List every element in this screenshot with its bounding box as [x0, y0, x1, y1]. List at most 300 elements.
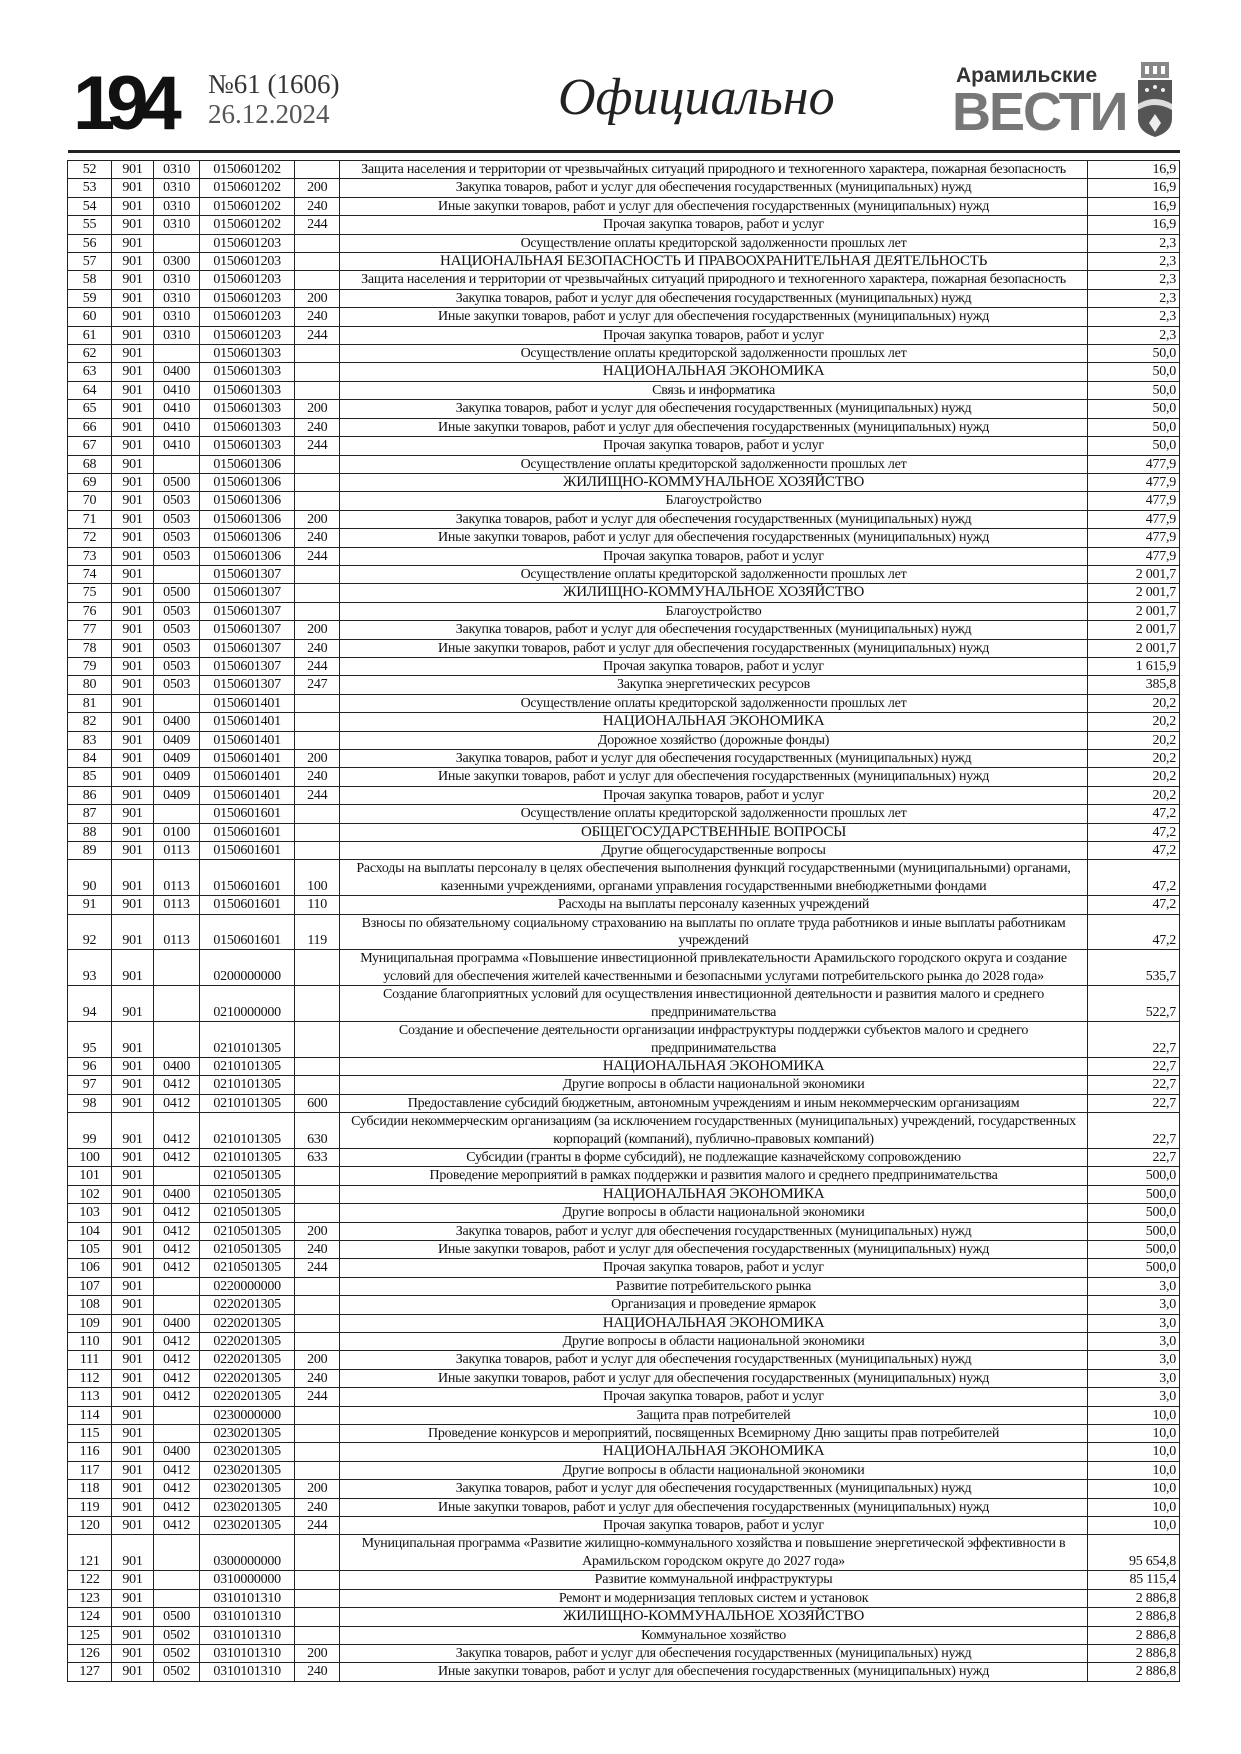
amount: 3,0	[1087, 1296, 1179, 1314]
amount: 50,0	[1087, 400, 1179, 418]
dept-code: 901	[112, 1148, 154, 1166]
section-code: 0409	[154, 750, 200, 768]
table-row	[68, 1277, 1180, 1295]
amount: 535,7	[1087, 950, 1179, 986]
table-row	[68, 216, 1180, 234]
amount: 47,2	[1087, 805, 1179, 823]
row-number: 113	[68, 1388, 112, 1406]
target-code: 0150601306	[200, 492, 295, 510]
section-code	[154, 1022, 200, 1058]
expense-type	[295, 694, 340, 712]
target-code: 0210101305	[200, 1113, 295, 1149]
section-code: 0412	[154, 1094, 200, 1112]
target-code: 0150601601	[200, 896, 295, 914]
expense-type: 244	[295, 437, 340, 455]
brand-top: Арамильские	[956, 64, 1098, 87]
row-number: 125	[68, 1626, 112, 1644]
dept-code: 901	[112, 216, 154, 234]
section-code: 0412	[154, 1480, 200, 1498]
dept-code: 901	[112, 1589, 154, 1607]
expense-type: 200	[295, 621, 340, 639]
item-name: Другие вопросы в области национальной экономики	[340, 1333, 1088, 1351]
table-row	[68, 694, 1180, 712]
item-name: Прочая закупка товаров, работ и услуг	[340, 657, 1088, 675]
expense-type: 244	[295, 547, 340, 565]
amount: 47,2	[1087, 842, 1179, 860]
amount: 10,0	[1087, 1480, 1179, 1498]
item-name: НАЦИОНАЛЬНАЯ ЭКОНОМИКА	[340, 713, 1088, 731]
target-code: 0150601307	[200, 621, 295, 639]
table-row	[68, 602, 1180, 620]
item-name: НАЦИОНАЛЬНАЯ ЭКОНОМИКА	[340, 363, 1088, 381]
table-row	[68, 860, 1180, 896]
expense-type: 200	[295, 1222, 340, 1240]
dept-code: 901	[112, 179, 154, 197]
amount: 2 001,7	[1087, 621, 1179, 639]
amount: 2 001,7	[1087, 602, 1179, 620]
row-number: 121	[68, 1535, 112, 1571]
expense-type	[295, 1461, 340, 1479]
table-row	[68, 253, 1180, 271]
section-code: 0310	[154, 271, 200, 289]
row-number: 90	[68, 860, 112, 896]
amount: 2 001,7	[1087, 565, 1179, 583]
expense-type: 240	[295, 529, 340, 547]
dept-code: 901	[112, 1185, 154, 1203]
item-name: Иные закупки товаров, работ и услуг для обеспечения государственных (муниципальных) нужд	[340, 529, 1088, 547]
dept-code: 901	[112, 731, 154, 749]
table-row	[68, 1571, 1180, 1589]
item-name: Расходы на выплаты персоналу в целях обеспечения выполнения функций государственными (муниципальными) органами, казенными учреждениями, органами управления государственными внебюджетными фондами	[340, 860, 1088, 896]
row-number: 53	[68, 179, 112, 197]
table-row	[68, 1406, 1180, 1424]
expense-type	[295, 1626, 340, 1644]
section-title: Официально	[558, 69, 835, 126]
row-number: 66	[68, 418, 112, 436]
item-name: Взносы по обязательному социальному страхованию на выплаты по оплате труда работников и иные выплаты работникам учреждений	[340, 914, 1088, 950]
row-number: 92	[68, 914, 112, 950]
item-name: Осуществление оплаты кредиторской задолженности прошлых лет	[340, 234, 1088, 252]
item-name: Развитие коммунальной инфраструктуры	[340, 1571, 1088, 1589]
dept-code: 901	[112, 1259, 154, 1277]
table-row	[68, 639, 1180, 657]
section-code: 0503	[154, 602, 200, 620]
table-row	[68, 1204, 1180, 1222]
table-row	[68, 1057, 1180, 1075]
target-code: 0230201305	[200, 1461, 295, 1479]
item-name: Иные закупки товаров, работ и услуг для обеспечения государственных (муниципальных) нужд	[340, 639, 1088, 657]
amount: 2,3	[1087, 326, 1179, 344]
item-name: НАЦИОНАЛЬНАЯ БЕЗОПАСНОСТЬ И ПРАВООХРАНИТЕЛЬНАЯ ДЕЯТЕЛЬНОСТЬ	[340, 253, 1088, 271]
table-row	[68, 1094, 1180, 1112]
section-code: 0310	[154, 179, 200, 197]
row-number: 120	[68, 1517, 112, 1535]
table-row	[68, 1480, 1180, 1498]
section-code: 0310	[154, 289, 200, 307]
expense-type	[295, 713, 340, 731]
item-name: Закупка энергетических ресурсов	[340, 676, 1088, 694]
dept-code: 901	[112, 1663, 154, 1681]
expense-type	[295, 731, 340, 749]
target-code: 0220201305	[200, 1351, 295, 1369]
dept-code: 901	[112, 1498, 154, 1516]
dept-code: 901	[112, 271, 154, 289]
section-code: 0100	[154, 823, 200, 841]
dept-code: 901	[112, 1113, 154, 1149]
dept-code: 901	[112, 1388, 154, 1406]
table-row	[68, 823, 1180, 841]
amount: 500,0	[1087, 1204, 1179, 1222]
target-code: 0210101305	[200, 1148, 295, 1166]
amount: 10,0	[1087, 1425, 1179, 1443]
item-name: Другие вопросы в области национальной экономики	[340, 1461, 1088, 1479]
item-name: Закупка товаров, работ и услуг для обеспечения государственных (муниципальных) нужд	[340, 289, 1088, 307]
item-name: Другие вопросы в области национальной экономики	[340, 1076, 1088, 1094]
table-row	[68, 437, 1180, 455]
section-code	[154, 1425, 200, 1443]
expense-type	[295, 1314, 340, 1332]
section-code: 0412	[154, 1204, 200, 1222]
row-number: 91	[68, 896, 112, 914]
item-name: Защита населения и территории от чрезвычайных ситуаций природного и техногенного характера, пожарная безопасность	[340, 161, 1088, 179]
item-name: Прочая закупка товаров, работ и услуг	[340, 326, 1088, 344]
table-row	[68, 1425, 1180, 1443]
row-number: 74	[68, 565, 112, 583]
expense-type	[295, 161, 340, 179]
section-code: 0412	[154, 1333, 200, 1351]
target-code: 0220000000	[200, 1277, 295, 1295]
dept-code: 901	[112, 842, 154, 860]
dept-code: 901	[112, 1204, 154, 1222]
target-code: 0150601401	[200, 750, 295, 768]
item-name: Иные закупки товаров, работ и услуг для обеспечения государственных (муниципальных) нужд	[340, 768, 1088, 786]
dept-code: 901	[112, 437, 154, 455]
table-row	[68, 271, 1180, 289]
table-row	[68, 1517, 1180, 1535]
dept-code: 901	[112, 308, 154, 326]
item-name: Создание и обеспечение деятельности организации инфраструктуры поддержки субъектов малого и среднего предпринимательства	[340, 1022, 1088, 1058]
item-name: Иные закупки товаров, работ и услуг для обеспечения государственных (муниципальных) нужд	[340, 308, 1088, 326]
item-name: ОБЩЕГОСУДАРСТВЕННЫЕ ВОПРОСЫ	[340, 823, 1088, 841]
target-code: 0150601203	[200, 308, 295, 326]
dept-code: 901	[112, 768, 154, 786]
expense-type: 200	[295, 1351, 340, 1369]
table-row	[68, 768, 1180, 786]
target-code: 0150601401	[200, 768, 295, 786]
target-code: 0150601401	[200, 694, 295, 712]
target-code: 0150601601	[200, 860, 295, 896]
target-code: 0150601307	[200, 676, 295, 694]
section-code	[154, 986, 200, 1022]
expense-type	[295, 986, 340, 1022]
expense-type	[295, 271, 340, 289]
target-code: 0300000000	[200, 1535, 295, 1571]
item-name: Прочая закупка товаров, работ и услуг	[340, 547, 1088, 565]
row-number: 114	[68, 1406, 112, 1424]
target-code: 0230201305	[200, 1498, 295, 1516]
item-name: Муниципальная программа «Повышение инвестиционной привлекательности Арамильского городского округа и создание условий для обеспечения жителей качественными и безопасными услугами потребительского рынка до 2028 года»	[340, 950, 1088, 986]
amount: 50,0	[1087, 381, 1179, 399]
expense-type: 633	[295, 1148, 340, 1166]
dept-code: 901	[112, 1277, 154, 1295]
section-code	[154, 455, 200, 473]
amount: 22,7	[1087, 1094, 1179, 1112]
amount: 85 115,4	[1087, 1571, 1179, 1589]
amount: 477,9	[1087, 455, 1179, 473]
table-row	[68, 1498, 1180, 1516]
item-name: Муниципальная программа «Развитие жилищно-коммунального хозяйства и повышение энергетической эффективности в Арамильском городском округе до 2027 года»	[340, 1535, 1088, 1571]
dept-code: 901	[112, 1240, 154, 1258]
section-code	[154, 950, 200, 986]
item-name: Закупка товаров, работ и услуг для обеспечения государственных (муниципальных) нужд	[340, 1644, 1088, 1662]
section-code	[154, 565, 200, 583]
dept-code: 901	[112, 860, 154, 896]
target-code: 0150601202	[200, 161, 295, 179]
row-number: 124	[68, 1608, 112, 1626]
section-code	[154, 234, 200, 252]
section-code: 0400	[154, 363, 200, 381]
expense-type: 240	[295, 639, 340, 657]
target-code: 0150601202	[200, 216, 295, 234]
section-code	[154, 1535, 200, 1571]
dept-code: 901	[112, 161, 154, 179]
dept-code: 901	[112, 896, 154, 914]
expense-type: 244	[295, 657, 340, 675]
section-code: 0500	[154, 473, 200, 491]
expense-type: 200	[295, 1480, 340, 1498]
table-row	[68, 179, 1180, 197]
target-code: 0220201305	[200, 1333, 295, 1351]
item-name: Благоустройство	[340, 602, 1088, 620]
brand-main: ВЕСТИ	[952, 82, 1127, 142]
section-code: 0400	[154, 1443, 200, 1461]
target-code: 0150601303	[200, 381, 295, 399]
amount: 22,7	[1087, 1148, 1179, 1166]
section-code: 0503	[154, 639, 200, 657]
expense-type	[295, 473, 340, 491]
target-code: 0200000000	[200, 950, 295, 986]
section-code: 0503	[154, 676, 200, 694]
table-row	[68, 1535, 1180, 1571]
amount: 22,7	[1087, 1076, 1179, 1094]
amount: 3,0	[1087, 1333, 1179, 1351]
expense-type	[295, 1022, 340, 1058]
dept-code: 901	[112, 197, 154, 215]
section-code: 0310	[154, 161, 200, 179]
amount: 3,0	[1087, 1388, 1179, 1406]
expense-type	[295, 805, 340, 823]
dept-code: 901	[112, 473, 154, 491]
target-code: 0220201305	[200, 1369, 295, 1387]
dept-code: 901	[112, 1333, 154, 1351]
target-code: 0310101310	[200, 1626, 295, 1644]
amount: 2 001,7	[1087, 639, 1179, 657]
amount: 500,0	[1087, 1167, 1179, 1185]
row-number: 95	[68, 1022, 112, 1058]
expense-type: 240	[295, 308, 340, 326]
item-name: Осуществление оплаты кредиторской задолженности прошлых лет	[340, 694, 1088, 712]
target-code: 0150601307	[200, 657, 295, 675]
table-row	[68, 896, 1180, 914]
section-code: 0410	[154, 381, 200, 399]
row-number: 99	[68, 1113, 112, 1149]
target-code: 0210501305	[200, 1204, 295, 1222]
amount: 522,7	[1087, 986, 1179, 1022]
item-name: Субсидии (гранты в форме субсидий), не подлежащие казначейскому сопровождению	[340, 1148, 1088, 1166]
issue-date: 26.12.2024	[208, 99, 330, 129]
row-number: 115	[68, 1425, 112, 1443]
target-code: 0150601306	[200, 473, 295, 491]
row-number: 100	[68, 1148, 112, 1166]
table-row	[68, 565, 1180, 583]
expense-type: 244	[295, 786, 340, 804]
expense-type: 200	[295, 400, 340, 418]
table-row	[68, 289, 1180, 307]
row-number: 70	[68, 492, 112, 510]
target-code: 0310101310	[200, 1608, 295, 1626]
table-row	[68, 1388, 1180, 1406]
section-code: 0410	[154, 437, 200, 455]
target-code: 0210501305	[200, 1185, 295, 1203]
amount: 477,9	[1087, 547, 1179, 565]
table-row	[68, 473, 1180, 491]
target-code: 0150601306	[200, 547, 295, 565]
section-code: 0503	[154, 510, 200, 528]
section-code: 0500	[154, 1608, 200, 1626]
dept-code: 901	[112, 1369, 154, 1387]
amount: 22,7	[1087, 1057, 1179, 1075]
target-code: 0150601202	[200, 197, 295, 215]
table-row	[68, 455, 1180, 473]
target-code: 0210101305	[200, 1057, 295, 1075]
dept-code: 901	[112, 621, 154, 639]
row-number: 69	[68, 473, 112, 491]
target-code: 0150601307	[200, 565, 295, 583]
item-name: Создание благоприятных условий для осуществления инвестиционной деятельности и развития малого и среднего предпринимательства	[340, 986, 1088, 1022]
section-code: 0310	[154, 216, 200, 234]
row-number: 72	[68, 529, 112, 547]
target-code: 0220201305	[200, 1296, 295, 1314]
target-code: 0150601601	[200, 842, 295, 860]
expense-type	[295, 950, 340, 986]
row-number: 87	[68, 805, 112, 823]
section-code: 0412	[154, 1222, 200, 1240]
section-code: 0400	[154, 1057, 200, 1075]
row-number: 104	[68, 1222, 112, 1240]
section-code: 0503	[154, 492, 200, 510]
table-row	[68, 1113, 1180, 1149]
table-row	[68, 234, 1180, 252]
section-code: 0412	[154, 1259, 200, 1277]
expense-type	[295, 455, 340, 473]
expense-type	[295, 602, 340, 620]
expense-type	[295, 1076, 340, 1094]
item-name: Иные закупки товаров, работ и услуг для обеспечения государственных (муниципальных) нужд	[340, 1240, 1088, 1258]
row-number: 82	[68, 713, 112, 731]
expense-type	[295, 363, 340, 381]
row-number: 112	[68, 1369, 112, 1387]
row-number: 64	[68, 381, 112, 399]
table-row	[68, 161, 1180, 179]
section-code: 0412	[154, 1113, 200, 1149]
item-name: Иные закупки товаров, работ и услуг для обеспечения государственных (муниципальных) нужд	[340, 1663, 1088, 1681]
target-code: 0230000000	[200, 1406, 295, 1424]
item-name: Закупка товаров, работ и услуг для обеспечения государственных (муниципальных) нужд	[340, 510, 1088, 528]
item-name: Закупка товаров, работ и услуг для обеспечения государственных (муниципальных) нужд	[340, 1480, 1088, 1498]
section-code	[154, 1167, 200, 1185]
item-name: Защита прав потребителей	[340, 1406, 1088, 1424]
dept-code: 901	[112, 1094, 154, 1112]
target-code: 0150601306	[200, 510, 295, 528]
table-row	[68, 510, 1180, 528]
section-code: 0412	[154, 1461, 200, 1479]
dept-code: 901	[112, 1461, 154, 1479]
amount: 22,7	[1087, 1022, 1179, 1058]
row-number: 81	[68, 694, 112, 712]
target-code: 0150601401	[200, 786, 295, 804]
dept-code: 901	[112, 529, 154, 547]
dept-code: 901	[112, 750, 154, 768]
table-row	[68, 914, 1180, 950]
expense-type: 240	[295, 1663, 340, 1681]
amount: 2,3	[1087, 308, 1179, 326]
item-name: Иные закупки товаров, работ и услуг для обеспечения государственных (муниципальных) нужд	[340, 418, 1088, 436]
dept-code: 901	[112, 986, 154, 1022]
row-number: 71	[68, 510, 112, 528]
amount: 2 886,8	[1087, 1644, 1179, 1662]
dept-code: 901	[112, 253, 154, 271]
issue-number: №61 (1606)	[208, 69, 340, 99]
target-code: 0230201305	[200, 1480, 295, 1498]
target-code: 0310000000	[200, 1571, 295, 1589]
row-number: 52	[68, 161, 112, 179]
row-number: 68	[68, 455, 112, 473]
table-row	[68, 986, 1180, 1022]
budget-table	[67, 160, 1180, 1682]
item-name: Закупка товаров, работ и услуг для обеспечения государственных (муниципальных) нужд	[340, 400, 1088, 418]
table-row	[68, 1022, 1180, 1058]
row-number: 79	[68, 657, 112, 675]
target-code: 0150601601	[200, 823, 295, 841]
item-name: НАЦИОНАЛЬНАЯ ЭКОНОМИКА	[340, 1057, 1088, 1075]
amount: 20,2	[1087, 731, 1179, 749]
expense-type	[295, 584, 340, 602]
item-name: Защита населения и территории от чрезвычайных ситуаций природного и техногенного характера, пожарная безопасность	[340, 271, 1088, 289]
section-code: 0410	[154, 418, 200, 436]
target-code: 0210501305	[200, 1240, 295, 1258]
section-code: 0503	[154, 547, 200, 565]
item-name: Организация и проведение ярмарок	[340, 1296, 1088, 1314]
target-code: 0230201305	[200, 1517, 295, 1535]
dept-code: 901	[112, 381, 154, 399]
item-name: Иные закупки товаров, работ и услуг для обеспечения государственных (муниципальных) нужд	[340, 1369, 1088, 1387]
row-number: 107	[68, 1277, 112, 1295]
expense-type	[295, 1296, 340, 1314]
section-code: 0412	[154, 1517, 200, 1535]
expense-type: 110	[295, 896, 340, 914]
row-number: 77	[68, 621, 112, 639]
row-number: 80	[68, 676, 112, 694]
amount: 16,9	[1087, 179, 1179, 197]
expense-type: 244	[295, 1517, 340, 1535]
target-code: 0150601601	[200, 914, 295, 950]
expense-type	[295, 1057, 340, 1075]
amount: 2 886,8	[1087, 1589, 1179, 1607]
row-number: 85	[68, 768, 112, 786]
expense-type: 244	[295, 216, 340, 234]
amount: 10,0	[1087, 1498, 1179, 1516]
section-code: 0113	[154, 914, 200, 950]
